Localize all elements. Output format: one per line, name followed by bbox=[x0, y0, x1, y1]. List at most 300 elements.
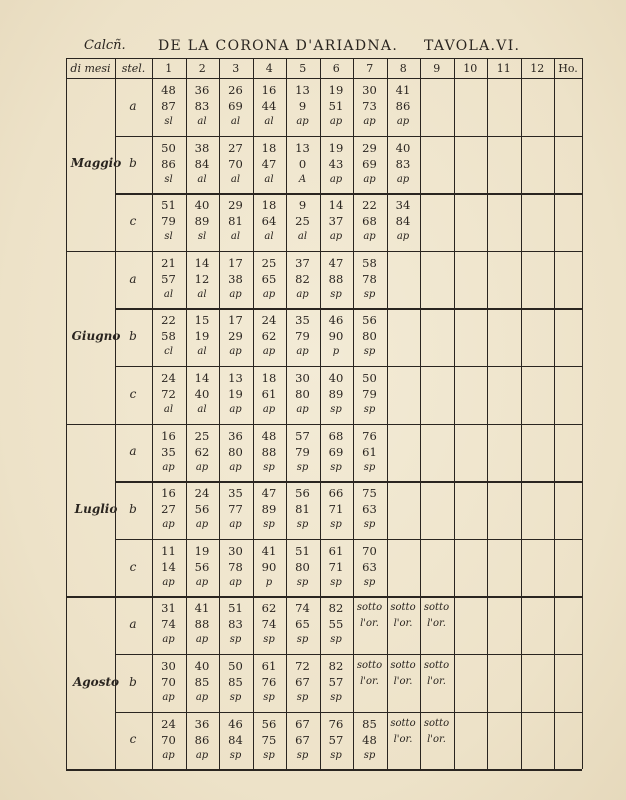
table-cell: sp bbox=[229, 749, 242, 761]
table-cell: 68 bbox=[328, 428, 344, 443]
table-cell: 17 bbox=[228, 255, 243, 270]
table-cell: 47 bbox=[261, 156, 277, 171]
table-cell: cl bbox=[164, 346, 173, 358]
table-cell: ap bbox=[195, 692, 209, 703]
table-cell: sp bbox=[363, 288, 376, 300]
table-cell: 38 bbox=[194, 140, 210, 155]
table-cell: 51 bbox=[161, 198, 176, 213]
table-cell: ap bbox=[229, 288, 242, 300]
col-header-hour: 2 bbox=[198, 62, 206, 75]
table-cell: 70 bbox=[362, 543, 377, 558]
table-cell: sotto bbox=[390, 660, 416, 671]
table-cell: 79 bbox=[362, 387, 377, 401]
table-cell: ap bbox=[195, 519, 209, 531]
table-cell: 67 bbox=[295, 716, 310, 731]
star-label: b bbox=[129, 674, 137, 689]
table-cell: 40 bbox=[395, 140, 411, 155]
table-cell: 22 bbox=[362, 198, 377, 213]
table-cell: 55 bbox=[328, 617, 344, 632]
col-header-hour: 5 bbox=[299, 62, 307, 75]
table-cell: 85 bbox=[194, 675, 210, 689]
month-name: Giugno bbox=[71, 329, 121, 344]
table-cell: sl bbox=[164, 173, 173, 185]
table-cell: l'or. bbox=[393, 733, 413, 745]
table-cell: 24 bbox=[261, 313, 277, 328]
table-cell: 61 bbox=[328, 543, 344, 558]
table-cell: 67 bbox=[295, 732, 310, 747]
table-cell: 61 bbox=[261, 659, 277, 673]
table-cell: al bbox=[230, 116, 241, 127]
table-cell: 90 bbox=[328, 329, 344, 344]
table-cell: ap bbox=[329, 231, 343, 243]
table-cell: 9 bbox=[298, 198, 307, 213]
table-cell: 85 bbox=[362, 716, 377, 731]
table-cell: l'or. bbox=[427, 676, 446, 687]
table-cell: 82 bbox=[295, 271, 310, 286]
table-cell: 41 bbox=[261, 543, 277, 558]
table-cell: 84 bbox=[395, 214, 411, 229]
table-cell: 88 bbox=[194, 617, 210, 632]
table-cell: 56 bbox=[194, 502, 210, 517]
rule-col-12 bbox=[554, 58, 555, 769]
table-cell: 22 bbox=[161, 313, 176, 328]
table-cell: 83 bbox=[395, 156, 411, 171]
col-header-hour: 4 bbox=[265, 62, 273, 75]
table-cell: ap bbox=[195, 749, 209, 761]
rule-col-11 bbox=[521, 58, 522, 769]
table-cell: 76 bbox=[261, 675, 277, 689]
table-cell: 61 bbox=[362, 444, 377, 459]
table-cell: sp bbox=[263, 749, 275, 761]
table-cell: sp bbox=[263, 692, 275, 703]
table-cell: ap bbox=[229, 404, 242, 415]
table-cell: 62 bbox=[261, 601, 277, 616]
table-cell: 13 bbox=[228, 371, 243, 385]
table-cell: 66 bbox=[328, 486, 344, 501]
table-cell: sp bbox=[296, 519, 309, 531]
table-cell: ap bbox=[296, 404, 309, 415]
table-cell: 37 bbox=[328, 214, 344, 229]
table-cell: 41 bbox=[194, 601, 210, 616]
table-cell: ap bbox=[396, 116, 410, 127]
table-cell: ap bbox=[162, 576, 175, 588]
table-cell: 30 bbox=[228, 543, 243, 558]
table-cell: ap bbox=[296, 288, 309, 300]
header-title: DE LA CORONA D'ARIADNA. bbox=[158, 38, 399, 54]
table-cell: 67 bbox=[295, 675, 310, 689]
month-name: Maggio bbox=[70, 156, 122, 171]
table-cell: l'or. bbox=[393, 676, 413, 687]
col-header-hour: 7 bbox=[366, 62, 374, 75]
table-cell: 18 bbox=[261, 371, 277, 385]
table-cell: al bbox=[197, 116, 207, 127]
table-cell: 36 bbox=[194, 83, 210, 97]
table-cell: al bbox=[163, 288, 174, 300]
table-cell: sotto bbox=[356, 602, 383, 614]
rule-block-7 bbox=[115, 481, 582, 482]
table-cell: 89 bbox=[328, 387, 344, 401]
table-cell: l'or. bbox=[360, 618, 379, 630]
table-cell: 43 bbox=[328, 156, 344, 171]
rule-top bbox=[66, 58, 582, 59]
table-cell: 85 bbox=[228, 675, 243, 689]
table-cell: 78 bbox=[362, 271, 377, 286]
table-cell: 83 bbox=[194, 99, 210, 113]
table-cell: al bbox=[197, 404, 207, 415]
table-cell: al bbox=[264, 231, 274, 243]
table-cell: 84 bbox=[194, 156, 210, 171]
table-cell: sp bbox=[330, 404, 342, 415]
table-cell: ap bbox=[195, 634, 209, 646]
table-cell: 41 bbox=[395, 83, 411, 97]
rule-header bbox=[66, 78, 582, 79]
table-cell: sl bbox=[197, 231, 207, 243]
table-cell: 63 bbox=[362, 502, 377, 517]
star-label: a bbox=[129, 444, 137, 459]
col-header-hour: 8 bbox=[399, 62, 407, 75]
rule-block-5 bbox=[115, 366, 582, 367]
table-cell: p bbox=[265, 576, 273, 588]
table-cell: ap bbox=[396, 173, 410, 185]
table-cell: 56 bbox=[194, 559, 210, 574]
table-cell: 14 bbox=[328, 198, 344, 213]
table-cell: sp bbox=[229, 634, 242, 646]
rule-block-1 bbox=[115, 136, 582, 137]
table-cell: 57 bbox=[328, 732, 344, 747]
table-cell: ap bbox=[229, 346, 242, 358]
table-cell: 76 bbox=[328, 716, 344, 731]
table-cell: sp bbox=[263, 461, 275, 473]
table-cell: 51 bbox=[228, 601, 243, 616]
table-cell: l'or. bbox=[427, 733, 446, 745]
table-cell: ap bbox=[229, 576, 242, 588]
col-header-hour: 1 bbox=[165, 62, 173, 75]
table-cell: 36 bbox=[228, 428, 243, 443]
star-label: c bbox=[129, 559, 137, 574]
col-header-star: stel. bbox=[121, 62, 146, 75]
table-cell: 80 bbox=[295, 559, 310, 574]
table-cell: 24 bbox=[161, 716, 176, 731]
star-label: c bbox=[129, 732, 137, 747]
table-cell: 63 bbox=[362, 559, 377, 574]
table-cell: 82 bbox=[328, 659, 344, 673]
table-cell: ap bbox=[195, 576, 209, 588]
table-cell: l'or. bbox=[427, 618, 446, 630]
table-cell: 35 bbox=[161, 444, 176, 459]
star-label: b bbox=[129, 156, 137, 171]
table-cell: sp bbox=[363, 749, 376, 761]
table-cell: sp bbox=[363, 576, 376, 588]
table-cell: al bbox=[197, 173, 207, 185]
table-cell: sl bbox=[164, 116, 173, 127]
col-header-end: Ho. bbox=[558, 62, 578, 75]
table-cell: sp bbox=[330, 288, 342, 300]
table-cell: al bbox=[197, 288, 207, 300]
table-cell: sotto bbox=[423, 717, 450, 729]
table-cell: 51 bbox=[328, 99, 344, 113]
table-cell: 37 bbox=[295, 255, 310, 270]
month-name: Luglio bbox=[74, 502, 118, 516]
table-cell: sp bbox=[363, 346, 376, 358]
table-cell: 46 bbox=[328, 313, 344, 328]
table-cell: 56 bbox=[362, 313, 377, 328]
table-cell: 65 bbox=[295, 617, 310, 632]
table-cell: 51 bbox=[295, 543, 310, 558]
month-name: Agosto bbox=[72, 674, 119, 689]
table-cell: 83 bbox=[228, 617, 243, 632]
table-cell: 14 bbox=[194, 371, 210, 385]
table-cell: 68 bbox=[362, 214, 377, 229]
table-cell: 48 bbox=[161, 83, 176, 97]
table-cell: 40 bbox=[194, 387, 210, 401]
table-cell: sp bbox=[263, 519, 275, 531]
table-cell: sp bbox=[330, 634, 342, 646]
table-cell: ap bbox=[229, 519, 242, 531]
table-cell: 62 bbox=[261, 329, 277, 344]
table-cell: 30 bbox=[362, 83, 377, 97]
table-cell: 76 bbox=[362, 428, 377, 443]
table-cell: 86 bbox=[161, 156, 176, 171]
table-cell: sp bbox=[330, 519, 342, 531]
table-cell: 69 bbox=[328, 444, 344, 459]
table-cell: 57 bbox=[328, 675, 344, 689]
table-cell: ap bbox=[296, 116, 309, 127]
table-cell: 80 bbox=[295, 387, 310, 401]
table-cell: 48 bbox=[261, 428, 277, 443]
table-cell: 35 bbox=[295, 313, 310, 328]
star-label: c bbox=[129, 386, 137, 401]
rule-block-4 bbox=[115, 308, 582, 309]
table-cell: sp bbox=[263, 634, 275, 646]
col-header-month: di mesi bbox=[70, 62, 111, 75]
table-cell: al bbox=[230, 173, 241, 185]
table-cell: 69 bbox=[362, 156, 377, 171]
table-cell: 86 bbox=[395, 99, 411, 113]
table-cell: 27 bbox=[228, 140, 243, 155]
table-cell: 16 bbox=[161, 428, 176, 443]
table-cell: 75 bbox=[362, 486, 377, 501]
col-header-hour: 11 bbox=[496, 62, 511, 75]
table-cell: 57 bbox=[295, 428, 310, 443]
table-cell: 72 bbox=[161, 387, 176, 401]
rule-block-12 bbox=[66, 769, 582, 770]
table-cell: 19 bbox=[328, 140, 344, 155]
table-cell: 34 bbox=[395, 198, 411, 213]
table-cell: al bbox=[297, 231, 308, 243]
col-header-hour: 12 bbox=[530, 62, 545, 75]
table-cell: 29 bbox=[228, 329, 243, 344]
star-label: c bbox=[129, 214, 137, 228]
table-cell: ap bbox=[195, 461, 209, 473]
table-cell: 17 bbox=[228, 313, 243, 328]
table-cell: 25 bbox=[295, 214, 310, 229]
rule-block-9 bbox=[66, 596, 582, 597]
table-cell: sotto bbox=[356, 660, 383, 671]
table-cell: 72 bbox=[295, 659, 310, 673]
table-cell: 74 bbox=[295, 601, 310, 616]
table-cell: sp bbox=[330, 692, 342, 703]
rule-block-8 bbox=[115, 539, 582, 540]
rule-right bbox=[582, 58, 583, 769]
table-cell: ap bbox=[329, 173, 343, 185]
table-cell: 57 bbox=[161, 271, 176, 286]
table-cell: 75 bbox=[261, 732, 277, 747]
table-cell: sp bbox=[363, 461, 376, 473]
table-cell: 40 bbox=[194, 198, 210, 213]
table-cell: ap bbox=[363, 231, 376, 243]
rule-block-11 bbox=[115, 712, 582, 713]
table-cell: sp bbox=[330, 461, 342, 473]
table-cell: 89 bbox=[194, 214, 210, 229]
table-cell: ap bbox=[229, 461, 242, 473]
table-cell: 82 bbox=[328, 601, 344, 616]
table-cell: 19 bbox=[194, 543, 210, 558]
table-cell: 69 bbox=[228, 99, 243, 113]
star-label: b bbox=[129, 329, 137, 344]
table-cell: 77 bbox=[228, 502, 243, 517]
table-cell: 90 bbox=[261, 559, 277, 574]
table-cell: ap bbox=[162, 749, 175, 761]
table-cell: 13 bbox=[295, 83, 310, 97]
table-cell: A bbox=[298, 173, 307, 185]
star-label: b bbox=[129, 502, 137, 516]
table-cell: 48 bbox=[362, 732, 377, 747]
table-cell: al bbox=[264, 116, 274, 127]
table-cell: 88 bbox=[328, 271, 344, 286]
table-cell: 24 bbox=[161, 371, 176, 385]
table-cell: 24 bbox=[194, 486, 210, 501]
col-header-hour: 6 bbox=[332, 62, 340, 75]
table-cell: 15 bbox=[194, 313, 210, 328]
table-cell: 47 bbox=[328, 255, 344, 270]
table-cell: 78 bbox=[228, 559, 243, 574]
table-cell: 31 bbox=[161, 601, 176, 616]
table-cell: 70 bbox=[161, 675, 176, 689]
table-cell: 50 bbox=[362, 371, 377, 385]
rule-block-10 bbox=[115, 654, 582, 655]
table-cell: 88 bbox=[261, 444, 277, 459]
table-cell: 58 bbox=[161, 329, 176, 344]
star-label: a bbox=[129, 98, 137, 113]
table-cell: 26 bbox=[228, 83, 243, 97]
table-cell: 40 bbox=[328, 371, 344, 385]
table-cell: sp bbox=[363, 519, 376, 531]
table-cell: 58 bbox=[362, 255, 377, 270]
table-cell: ap bbox=[162, 519, 175, 531]
table-cell: 71 bbox=[328, 559, 344, 574]
col-header-hour: 3 bbox=[232, 62, 240, 75]
table-cell: 71 bbox=[328, 502, 344, 517]
star-label: a bbox=[129, 617, 137, 632]
table-cell: 81 bbox=[295, 502, 310, 517]
table-cell: 89 bbox=[261, 502, 277, 517]
table-cell: al bbox=[197, 346, 207, 358]
table-cell: 56 bbox=[295, 486, 310, 501]
table-cell: sp bbox=[330, 749, 342, 761]
table-cell: sotto bbox=[423, 660, 450, 671]
table-cell: 70 bbox=[228, 156, 243, 171]
table-cell: 56 bbox=[261, 716, 277, 731]
table-cell: 16 bbox=[261, 83, 277, 97]
table-cell: 30 bbox=[161, 659, 176, 673]
table-cell: 30 bbox=[295, 371, 310, 385]
table-cell: 18 bbox=[261, 198, 277, 213]
table-cell: 29 bbox=[362, 140, 377, 155]
table-cell: ap bbox=[162, 634, 175, 646]
header-tavola: TAVOLA.VI. bbox=[424, 38, 521, 54]
table-cell: 73 bbox=[362, 99, 377, 113]
table-cell: 74 bbox=[161, 617, 176, 632]
table-cell: sp bbox=[363, 404, 376, 415]
table-cell: 25 bbox=[261, 255, 277, 270]
table-cell: 61 bbox=[261, 387, 277, 401]
table-cell: 80 bbox=[228, 444, 243, 459]
table-cell: sp bbox=[296, 576, 309, 588]
table-cell: l'or. bbox=[393, 618, 413, 630]
table-cell: sp bbox=[229, 692, 242, 703]
table-cell: ap bbox=[329, 116, 343, 127]
table-cell: 25 bbox=[194, 428, 210, 443]
table-cell: ap bbox=[162, 692, 175, 703]
header-calc: Calcñ. bbox=[84, 38, 126, 53]
table-cell: 36 bbox=[194, 716, 210, 731]
table-cell: 81 bbox=[228, 214, 243, 229]
table-cell: 18 bbox=[261, 140, 277, 155]
table-cell: sp bbox=[296, 749, 309, 761]
table-cell: l'or. bbox=[360, 676, 379, 687]
table-cell: sp bbox=[296, 634, 309, 646]
table-cell: ap bbox=[363, 173, 376, 185]
table-cell: 65 bbox=[261, 271, 277, 286]
table-cell: 46 bbox=[228, 716, 243, 731]
table-cell: 16 bbox=[161, 486, 176, 501]
table-cell: 80 bbox=[362, 329, 377, 344]
table-cell: 13 bbox=[295, 140, 310, 155]
table-cell: 79 bbox=[161, 214, 176, 229]
page-header bbox=[70, 38, 590, 58]
table-cell: sotto bbox=[423, 602, 450, 614]
table-cell: ap bbox=[262, 288, 276, 300]
table-cell: ap bbox=[296, 346, 309, 358]
table-cell: 9 bbox=[298, 99, 307, 113]
table-cell: 79 bbox=[295, 329, 310, 344]
table-cell: 74 bbox=[261, 617, 277, 632]
table-cell: al bbox=[264, 173, 274, 185]
rule-block-2 bbox=[115, 193, 582, 194]
table-cell: 84 bbox=[228, 732, 243, 747]
table-cell: ap bbox=[262, 404, 276, 415]
table-cell: 14 bbox=[161, 559, 176, 574]
table-cell: ap bbox=[396, 231, 410, 243]
table-cell: 11 bbox=[161, 543, 176, 558]
table-cell: ap bbox=[262, 346, 276, 358]
table-cell: 44 bbox=[261, 99, 277, 113]
table-cell: sp bbox=[296, 461, 309, 473]
table-cell: 12 bbox=[194, 271, 210, 286]
table-cell: 62 bbox=[194, 444, 210, 459]
col-header-hour: 10 bbox=[463, 62, 478, 75]
table-cell: sl bbox=[164, 231, 173, 243]
table-cell: p bbox=[332, 346, 340, 358]
table-cell: 70 bbox=[161, 732, 176, 747]
table-cell: 0 bbox=[298, 156, 307, 171]
table-cell: 50 bbox=[228, 659, 243, 673]
rule-col-10 bbox=[487, 58, 488, 769]
star-label: a bbox=[129, 271, 137, 286]
rule-col-9 bbox=[454, 58, 455, 769]
table-cell: 38 bbox=[228, 271, 243, 286]
table-cell: 19 bbox=[194, 329, 210, 344]
